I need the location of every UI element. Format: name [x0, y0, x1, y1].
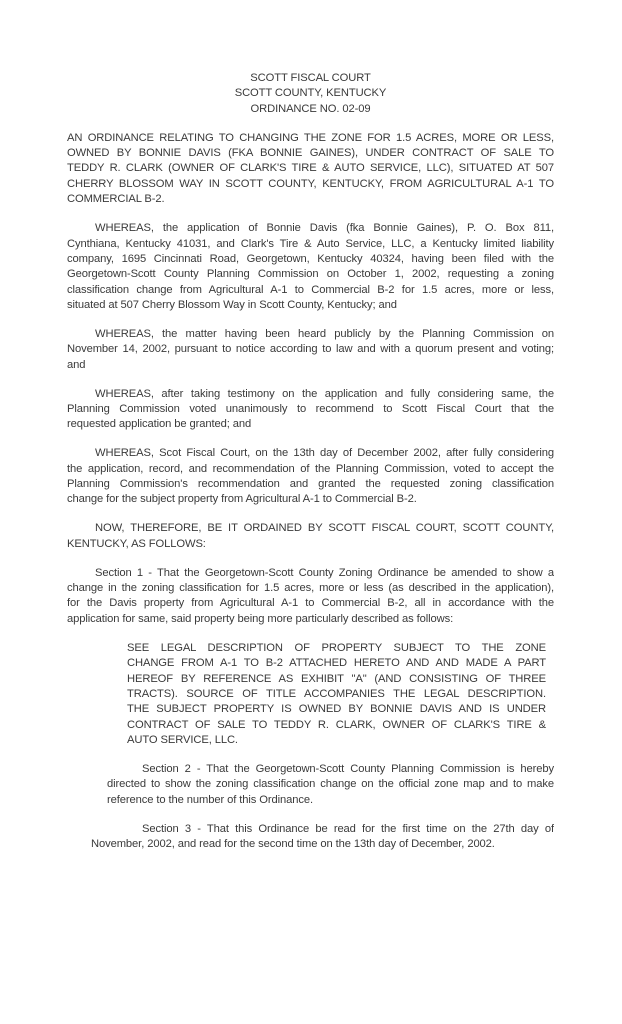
text-line: directed to show the zoning classification change on the official zone map and to make [107, 778, 554, 791]
paragraph-section-3 [91, 822, 554, 853]
paragraph-section-2 [107, 762, 554, 808]
county-name: SCOTT COUNTY, KENTUCKY [234, 87, 387, 100]
text-line: Section 1 - That the Georgetown-Scott County Zoning Ordinance be amended to show a [95, 566, 554, 579]
text-line: reference to the number of this Ordinance. [107, 793, 313, 806]
text-line: the application, record, and recommendation of the Planning Commission, voted to accept the [67, 462, 554, 475]
paragraph-ordinance-title [67, 131, 554, 208]
text-line: THE SUBJECT PROPERTY IS OWNED BY BONNIE DAVIS AND IS UNDER [127, 703, 546, 716]
paragraph-recital-application [67, 221, 554, 313]
document-content [67, 71, 554, 866]
paragraph-section-1 [67, 566, 554, 628]
text-line: COMMERCIAL B-2. [67, 193, 165, 206]
text-line: Planning Commission's recommendation and granted the requested zoning classification [67, 478, 554, 491]
text-line: company, 1695 Cincinnati Road, Georgetown, Kentucky 40324, having been filed with the [67, 252, 554, 265]
ordinance-number: ORDINANCE NO. 02-09 [250, 102, 371, 115]
text-line: CHERRY BLOSSOM WAY IN SCOTT COUNTY, KENTUCKY, FROM AGRICULTURAL A-1 TO [67, 177, 554, 190]
text-line: Cynthiana, Kentucky 41031, and Clark's Tire & Auto Service, LLC, a Kentucky limited liability [67, 237, 554, 250]
paragraph-exhibit-reference [127, 641, 546, 749]
text-line: classification change from Agricultural A-1 to Commercial B-2 for 1.5 acres, more or less, [67, 283, 554, 296]
court-name: SCOTT FISCAL COURT [250, 72, 371, 84]
text-line: requested application be granted; and [67, 418, 252, 431]
text-line: KENTUCKY, AS FOLLOWS: [67, 537, 206, 550]
paragraph-recital-public-hearing [67, 327, 554, 373]
text-line: CHANGE FROM A-1 TO B-2 ATTACHED HERETO AND AND MADE A PART [127, 657, 546, 670]
text-line: situated at 507 Cherry Blossom Way in Scott County, Kentucky; and [67, 299, 397, 312]
text-line: AN ORDINANCE RELATING TO CHANGING THE ZONE FOR 1.5 ACRES, MORE OR LESS, [67, 131, 554, 144]
text-line: application for same, said property being more particularly described as follows: [67, 612, 454, 625]
text-line: change in the zoning classification for 1.5 acres, more or less (as described in the application), [67, 582, 554, 595]
paragraph-enacting-clause [67, 521, 554, 552]
text-line: HEREOF BY REFERENCE AS EXHIBIT "A" (AND CONSISTING OF THREE [127, 672, 546, 685]
text-line: Georgetown-Scott County Planning Commission on October 1, 2002, requesting a zoning [67, 268, 554, 281]
text-line: change for the subject property from Agricultural A-1 to Commercial B-2. [67, 493, 417, 506]
text-line: WHEREAS, after taking testimony on the application and fully considering same, the [95, 387, 554, 400]
text-line: November, 2002, and read for the second time on the 13th day of December, 2002. [91, 838, 495, 851]
text-line: WHEREAS, the matter having been heard publicly by the Planning Commission on [95, 327, 554, 340]
text-line: Section 3 - That this Ordinance be read for the first time on the 27th day of [142, 822, 554, 835]
text-line: WHEREAS, Scot Fiscal Court, on the 13th day of December 2002, after fully considering [95, 447, 554, 460]
text-line: WHEREAS, the application of Bonnie Davis (fka Bonnie Gaines), P. O. Box 811, [95, 222, 554, 235]
text-line: and [67, 358, 86, 371]
paragraph-recital-commission-vote [67, 387, 554, 433]
text-line: Section 2 - That the Georgetown-Scott County Planning Commission is hereby [142, 762, 554, 775]
text-line: November 14, 2002, pursuant to notice according to law and with a quorum present and voting; [67, 343, 554, 356]
paragraph-recital-fiscal-court-vote [67, 446, 554, 508]
text-line: NOW, THEREFORE, BE IT ORDAINED BY SCOTT FISCAL COURT, SCOTT COUNTY, [95, 522, 554, 535]
text-line: Planning Commission voted unanimously to recommend to Scott Fiscal Court that the [67, 403, 554, 416]
text-line: CONTRACT OF SALE TO TEDDY R. CLARK, OWNER OF CLARK'S TIRE & [127, 718, 546, 731]
text-line: for the Davis property from Agricultural A-1 to Commercial B-2, all in accordance with the [67, 597, 554, 610]
text-line: SEE LEGAL DESCRIPTION OF PROPERTY SUBJECT TO THE ZONE [127, 641, 546, 654]
text-line: AUTO SERVICE, LLC. [127, 734, 238, 747]
text-line: OWNED BY BONNIE DAVIS (FKA BONNIE GAINES), UNDER CONTRACT OF SALE TO [67, 147, 554, 160]
document-body [67, 131, 554, 853]
text-line: TEDDY R. CLARK (OWNER OF CLARK'S TIRE & AUTO SERVICE, LLC), SITUATED AT 507 [67, 162, 554, 175]
text-line: TRACTS). SOURCE OF TITLE ACCOMPANIES THE LEGAL DESCRIPTION. [127, 687, 546, 700]
document-header [67, 71, 554, 117]
